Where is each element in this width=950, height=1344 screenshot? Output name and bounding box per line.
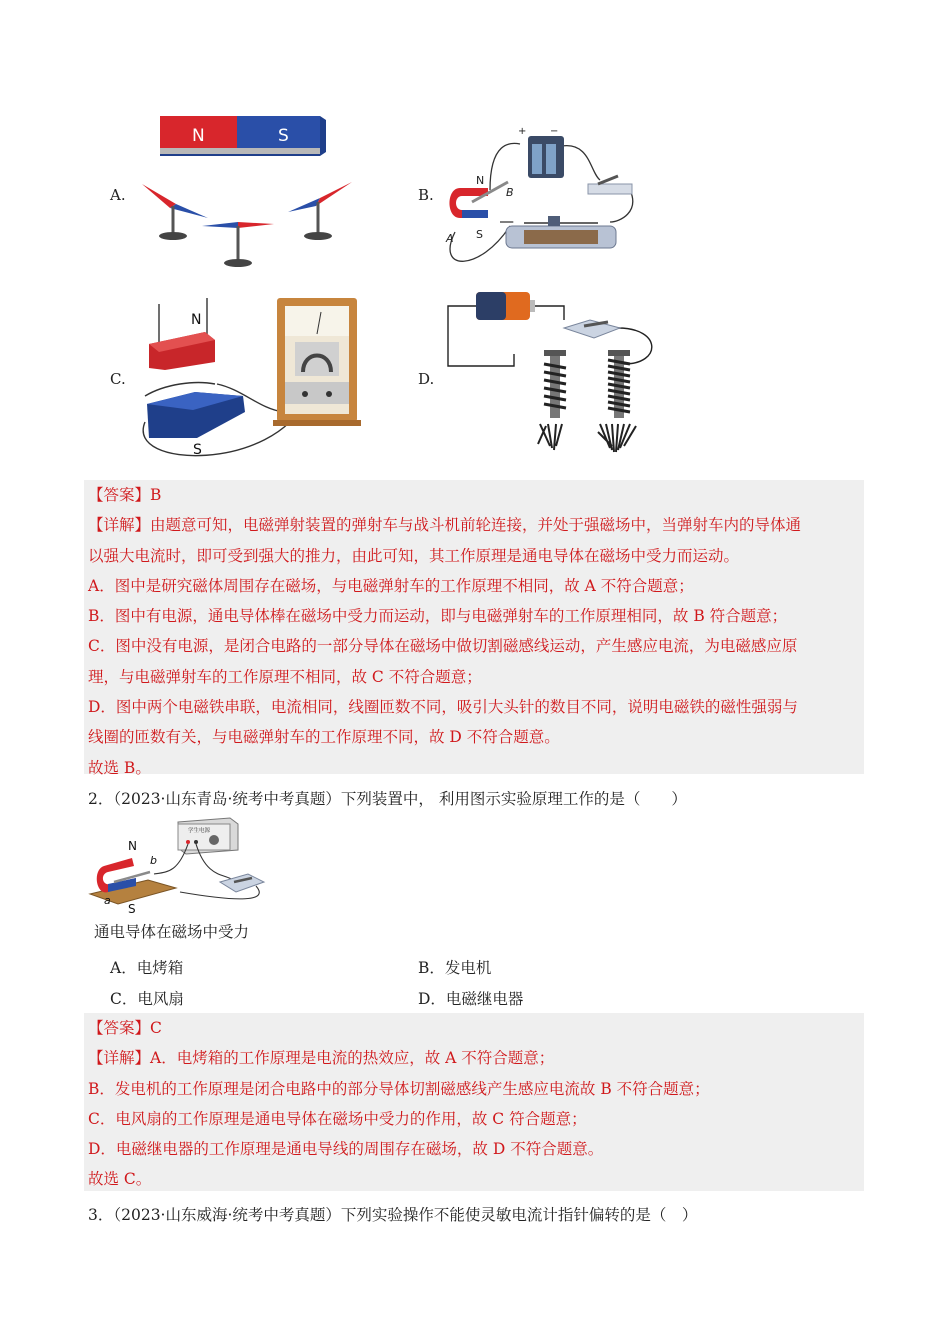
magnet-south-block [147,392,245,458]
compass-needle-left [142,184,208,240]
q1-detail-line1: 【详解】由题意可知，电磁弹射装置的弹射车与战斗机前轮连接，并处于强磁场中，当弹射车内的导体通 [88,516,802,535]
q1-explain-d2: 线圈的匝数有关，与电磁弹射车的工作原理不同，故 D 不符合题意。 [88,728,560,747]
student-power-supply [178,818,238,854]
electromagnet-right [598,350,636,452]
q2-explain-c: C．电风扇的工作原理是通电导体在磁场中受力的作用，故 C 符合题意； [88,1109,587,1128]
bar-magnet [160,116,326,156]
current-in-magnetic-field-figure [440,122,670,277]
q1-explain-c1: C．图中没有电源，是闭合电路的一部分导体在磁场中做切割磁感线运动，产生感应电流，为电磁感应原 [88,637,798,656]
compass-needle-right [288,182,352,240]
q2-explain-b: B．发电机的工作原理是闭合电路中的部分导体切割磁感线产生感应电流故 B 不符合题意； [88,1079,710,1098]
c-n-label: N [191,312,202,328]
option-b-label: B. [418,186,434,204]
b-n-label: N [476,174,485,187]
q2-figure-caption: 通电导体在磁场中受力 [94,923,250,941]
q2-answer-box [84,1013,864,1191]
q2-answer-line: 【答案】C [88,1019,162,1037]
battery [518,126,564,178]
b-rod-a-label: A [446,232,454,245]
q1-conclusion: 故选 B。 [88,758,151,777]
b-s-label: S [476,228,483,241]
option-d-label: D. [418,370,435,388]
q1-answer-box [84,480,864,777]
q2-experiment-figure [88,812,273,916]
compass-needle-middle [202,222,274,267]
q2-explain-d: D．电磁继电器的工作原理是通电导线的周围存在磁场，故 D 不符合题意。 [88,1140,604,1159]
battery-plus: + [518,126,527,137]
q2-stem: 2．（2023·山东青岛·统考中考真题）下列装置中， 利用图示实验原理工作的是（ ） [88,790,687,808]
c-s-label: S [193,442,202,458]
knife-switch-d [564,320,620,338]
q2-b-label: b [150,854,157,867]
q2-choice-b: B．发电机 [418,959,492,977]
battery-cell [476,292,535,320]
q2-choice-d: D．电磁继电器 [418,990,524,1008]
rheostat [506,216,616,248]
q1-answer-line: 【答案】B [88,486,162,504]
q2-explain-a: 【详解】A．电烤箱的工作原理是电流的热效应，故 A 不符合题意； [88,1049,555,1068]
q1-explain-d1: D．图中两个电磁铁串联，电流相同，线圈匝数不同，吸引大头针的数目不同，说明电磁铁的磁性强弱与 [88,698,798,717]
electromagnetic-induction-figure [135,292,365,470]
bar-magnet-compass-figure [130,108,360,278]
knife-switch [588,176,632,194]
q1-explain-a: A．图中是研究磁体周围存在磁场，与电磁弹射车的工作原理不相同，故 A 不符合题意； [88,576,694,595]
q1-explain-c2: 理，与电磁弹射车的工作原理不相同，故 C 不符合题意； [88,667,482,686]
q2-a-label: a [104,894,111,907]
option-a-label: A. [110,186,126,204]
battery-minus: − [550,126,559,137]
q2-s-label: S [128,902,136,916]
q3-stem: 3．（2023·山东威海·统考中考真题）下列实验操作不能使灵敏电流计指针偏转的是（ ） [88,1206,698,1224]
galvanometer [273,298,361,426]
b-rod-b-label: B [506,186,514,199]
q2-choice-a: A．电烤箱 [110,959,184,977]
q1-explain-b: B．图中有电源，通电导体棒在磁场中受力而运动，即与电磁弹射车的工作原理相同，故 B 符合题意； [88,607,788,626]
q1-detail-line2: 以强大电流时，即可受到强大的推力，由此可知，其工作原理是通电导体在磁场中受力而运动。 [88,546,740,565]
power-supply-label: 学生电源 [188,828,211,834]
q2-choice-c: C．电风扇 [110,990,184,1008]
q2-conclusion: 故选 C。 [88,1170,152,1189]
q2-n-label: N [128,839,137,853]
magnet-s-label: S [278,126,289,146]
electromagnets-in-series-figure [440,284,670,469]
magnet-n-label: N [192,126,205,146]
q2-horseshoe-magnet [97,839,157,916]
electromagnet-left [538,350,566,450]
option-c-label: C. [110,370,126,388]
